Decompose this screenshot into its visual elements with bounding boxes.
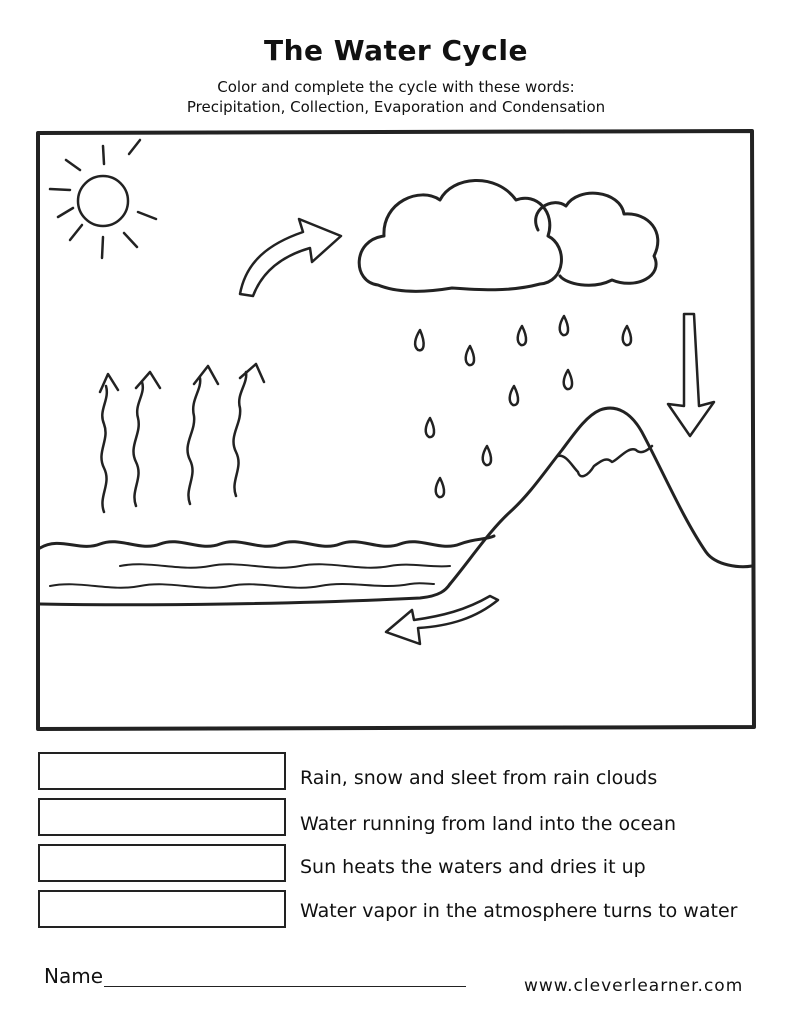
water-wave [120,564,450,567]
instructions-line-2: Precipitation, Collection, Evaporation and Condensation [186,98,606,116]
name-label: Name [44,964,104,988]
clue-3: Sun heats the waters and dries it up [300,856,646,878]
page-title: The Water Cycle [264,34,528,67]
water-surface [40,536,494,548]
sun-icon [50,140,156,258]
mountain [450,408,752,584]
condensation-arrow [240,219,341,296]
collection-arrow [386,596,498,644]
clue-2: Water running from land into the ocean [300,813,676,835]
answer-box-4[interactable] [38,890,286,928]
answer-box-1[interactable] [38,752,286,790]
mountain-snowcap [558,446,652,476]
answer-box-3[interactable] [38,844,286,882]
clue-4: Water vapor in the atmosphere turns to water [300,900,738,922]
raindrops [415,316,631,497]
precipitation-arrow [668,314,714,436]
website-url: www.cleverlearner.com [524,976,744,996]
clue-1: Rain, snow and sleet from rain clouds [300,767,658,789]
instructions-line-1: Color and complete the cycle with these words: [217,78,575,96]
answer-box-2[interactable] [38,798,286,836]
cloud-icon [359,180,561,291]
evaporation-arrows [100,364,264,512]
name-field-line[interactable] [104,986,466,987]
water-wave [50,583,434,588]
